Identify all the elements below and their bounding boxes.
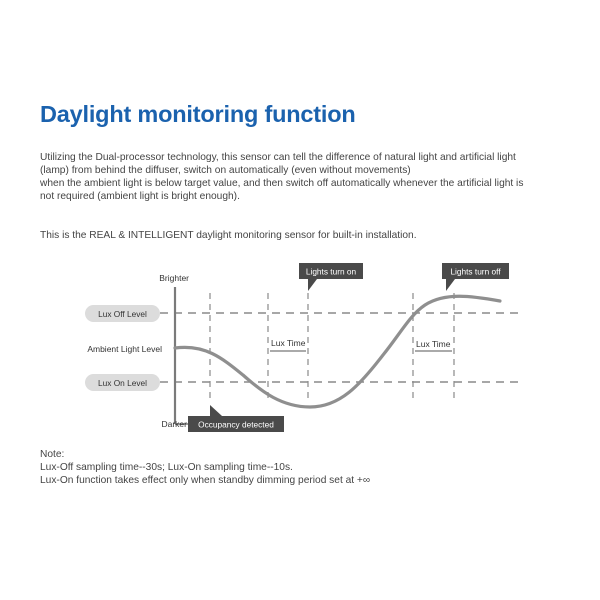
level-lines xyxy=(160,313,518,382)
y-top-label: Brighter xyxy=(159,273,189,283)
lux-on-level-pill xyxy=(85,374,160,391)
note-line: Lux-On function takes effect only when standby dimming period set at +∞ xyxy=(40,474,371,486)
sensor-description: This is the REAL & INTELLIGENT daylight monitoring sensor for built-in installation. xyxy=(40,230,417,241)
occupancy-detected-callout xyxy=(188,405,284,432)
note-heading: Note: xyxy=(40,449,65,460)
intro-line: Utilizing the Dual-processor technology, this sensor can tell the difference of natural light and artificial light xyxy=(40,152,516,163)
note-line: Lux-Off sampling time--30s; Lux-On sampling time--10s. xyxy=(40,461,293,473)
lights-turn-on-callout xyxy=(299,263,363,291)
intro-line: (lamp) from behind the diffuser, switch on automatically (even without movements) xyxy=(40,164,411,176)
lux-on-level-label: Lux On Level xyxy=(98,378,147,388)
occupancy-detected-label: Occupancy detected xyxy=(198,419,274,430)
intro-paragraph xyxy=(40,152,585,204)
note-block xyxy=(40,449,370,488)
intro-line: when the ambient light is below target value, and then switch off automatically whenever the artificial light is xyxy=(40,177,524,189)
lux-off-level-label: Lux Off Level xyxy=(98,309,147,319)
daylight-diagram xyxy=(0,255,600,440)
y-bottom-label: Darker xyxy=(161,419,187,429)
lux-time-label: Lux Time xyxy=(416,339,451,349)
page-title: Daylight monitoring function xyxy=(40,101,356,127)
intro-line: not required (ambient light is bright enough). xyxy=(40,190,240,202)
lights-turn-off-callout xyxy=(442,263,509,291)
lights-turn-off-label: Lights turn off xyxy=(450,266,501,277)
lux-off-level-pill xyxy=(85,305,160,322)
lux-time-label: Lux Time xyxy=(271,338,306,348)
lights-turn-on-label: Lights turn on xyxy=(305,266,357,277)
ambient-light-level-label: Ambient Light Level xyxy=(87,344,162,354)
